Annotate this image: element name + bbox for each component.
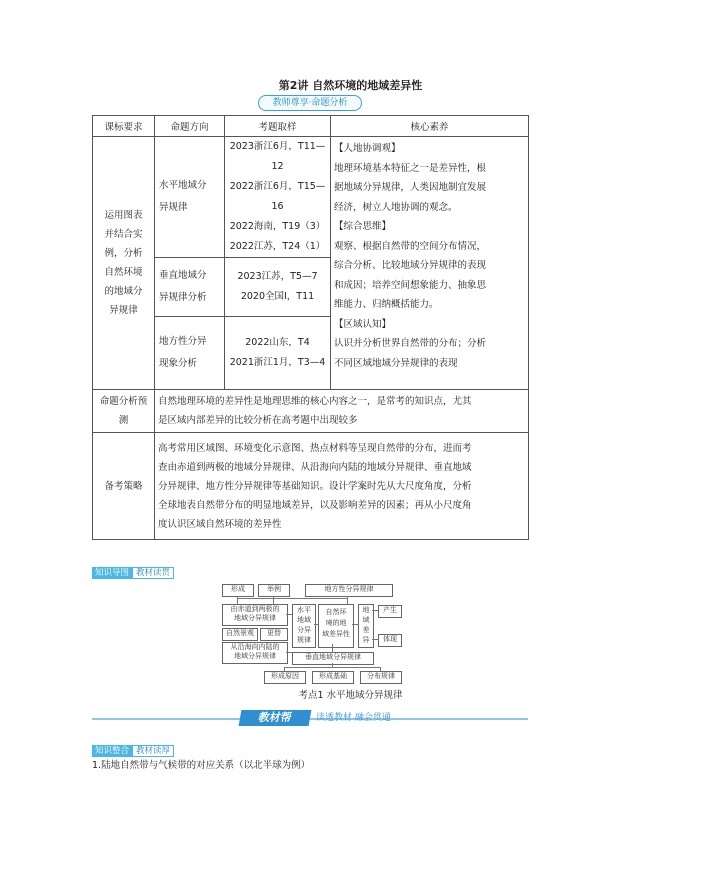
header-requirement: 课标要求 xyxy=(93,116,155,137)
box-equator-pole: 由赤道到两极的 地域分异规律 xyxy=(222,604,288,626)
exam-point-title: 考点1 水平地域分异规律 xyxy=(298,690,403,701)
connector xyxy=(314,624,318,625)
table-row xyxy=(93,390,529,433)
header-samples: 考题取样 xyxy=(225,116,331,137)
tag-textbook-read: 教材读贯 xyxy=(132,567,174,579)
table-row xyxy=(93,433,529,540)
core-literacy-cell: 【人地协调观】 地理环境基本特征之一是差异性，根 据地域分异规律，人类因地制宜发展 经济，树立人地协调的观念。 【综合思维】 观察、根据自然带的空间分布情况， 综合分析、比较地域分异规律的表现 和成因；培养空间想象能力、抽象思 维能力、归纳概括能力。 【区域认知】 认识并分析世界自然带的分布；分析 不同区域地域分异规律的表现 xyxy=(331,137,529,390)
box-local-pattern: 地方性分异规律 xyxy=(305,584,393,597)
connector xyxy=(286,614,292,615)
box-vertical-pattern: 垂直地域分异规律 xyxy=(292,652,374,665)
header-direction: 命题方向 xyxy=(155,116,225,137)
strategy-label: 备考策略 xyxy=(93,433,155,540)
box-produce: 产生 xyxy=(378,605,402,618)
connector xyxy=(284,667,285,671)
requirement-cell: 运用图表 并结合实 例，分析 自然环境 的地域分 异规律 xyxy=(93,137,155,390)
box-distribution: 分布规律 xyxy=(360,671,402,684)
prediction-label: 命题分析预 测 xyxy=(93,390,155,433)
box-formation: 形成 xyxy=(222,584,254,597)
topic-horizontal: 水平地域分 异规律 xyxy=(155,137,225,258)
topic-local: 地方性分异 现象分析 xyxy=(155,317,225,390)
header-core: 核心素养 xyxy=(331,116,529,137)
box-regional-difference: 地 域 差 异 xyxy=(358,604,374,648)
tag-knowledge-map: 知识导图 xyxy=(92,567,132,579)
knowledge-map-tags xyxy=(92,560,174,579)
box-replace: 更替 xyxy=(260,628,288,641)
box-basis: 形成基础 xyxy=(312,671,354,684)
connector xyxy=(372,639,378,640)
banner-subtitle: 读透教材 融会贯通 xyxy=(316,713,391,723)
topic-vertical: 垂直地域分 异规律分析 xyxy=(155,258,225,317)
table-row xyxy=(93,137,529,258)
prediction-text: 自然地理环境的差异性是地理思维的核心内容之一，是常考的知识点，尤其 是区域内部差异的比较分析在高考题中出现较多 xyxy=(155,390,529,433)
connector xyxy=(372,610,378,611)
box-horizontal-pattern: 水平 地域 分异 规律 xyxy=(292,604,316,648)
connector xyxy=(332,644,333,652)
analysis-table xyxy=(92,115,529,540)
textbook-help-banner: 教材帮 xyxy=(239,710,312,726)
connector xyxy=(284,667,381,668)
page-title: 第2讲 自然环境的地域差异性 xyxy=(278,79,423,92)
box-cause: 形成原因 xyxy=(264,671,306,684)
connector xyxy=(347,596,348,604)
connector xyxy=(352,624,358,625)
banner-divider xyxy=(92,718,528,720)
tag-integration: 知识整合 xyxy=(92,745,132,757)
box-manifest: 体现 xyxy=(378,634,402,647)
teacher-badge: 教师尊享·命题分析 xyxy=(258,95,362,111)
connector xyxy=(286,652,292,653)
box-landscape: 自然景观 xyxy=(222,628,258,641)
box-coast-inland: 从沿海向内陆的 地域分异规律 xyxy=(222,642,288,664)
section-heading: 1.陆地自然带与气候带的对应关系（以北半球为例） xyxy=(92,760,311,771)
exam-samples-vertical: 2023江苏，T5—7 2020全国Ⅰ，T11 xyxy=(225,258,331,317)
table-header-row xyxy=(93,116,529,137)
strategy-text: 高考常用区域图、环境变化示意图、热点材料等呈现自然带的分布，进而考 查由赤道到两极的地域分异规律、从沿海向内陆的地域分异规律、垂直地域 分异规律、地方性分异规律等基础知识。设计学案时先从大尺度角度，分析 全球地表自然带分布的明显地域差异，以及影响差异的因素；再从小尺度角 度认识区域自然环境的差异性 xyxy=(155,433,529,540)
tag-textbook-deep: 教材读厚 xyxy=(132,745,174,757)
exam-samples-local: 2022山东，T4 2021浙江1月，T3—4 xyxy=(225,317,331,390)
exam-samples-horizontal: 2023浙江6月，T11— 12 2022浙江6月，T15— 16 2022海南，T19（3） 2022江苏，T24（1） xyxy=(225,137,331,258)
box-example: 举例 xyxy=(258,584,290,597)
connector xyxy=(380,667,381,671)
box-core-concept: 自然环 境的地 域差异性 xyxy=(318,604,354,648)
connector xyxy=(237,598,348,599)
integration-tags xyxy=(92,738,174,757)
